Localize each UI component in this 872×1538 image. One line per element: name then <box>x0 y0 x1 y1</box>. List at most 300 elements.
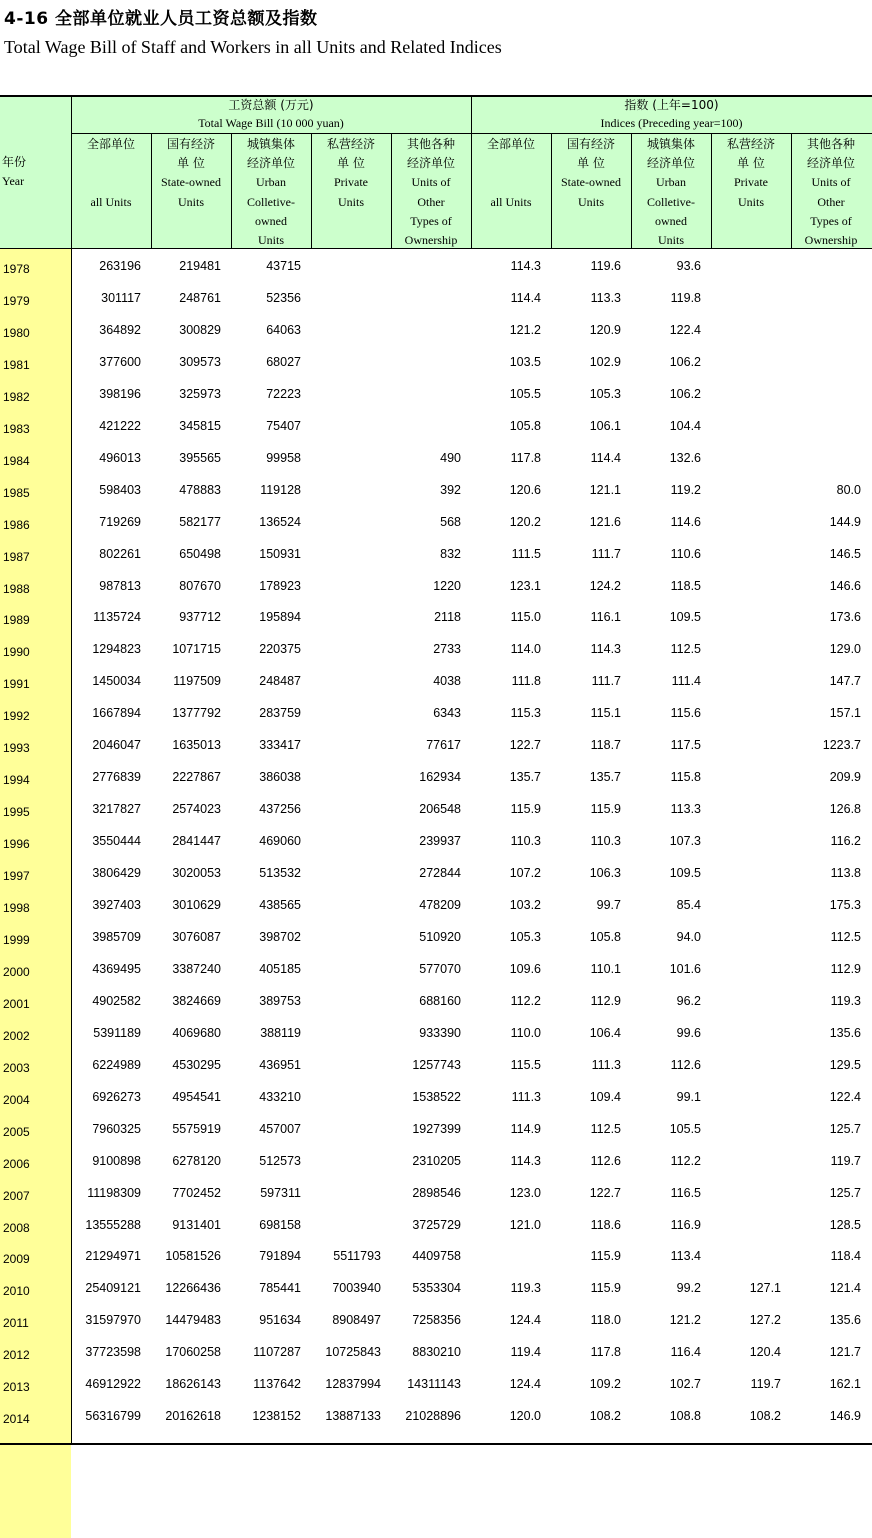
year-cell: 2000 <box>3 964 30 979</box>
value-cell: 937712 <box>179 610 221 625</box>
value-cell: 105.5 <box>669 1121 701 1136</box>
value-cell: 301117 <box>101 290 141 305</box>
year-cell: 2012 <box>3 1348 30 1363</box>
value-cell: 111.5 <box>511 546 541 561</box>
value-cell: 99.1 <box>676 1089 701 1104</box>
year-cell: 1999 <box>3 932 30 947</box>
column-header-line: Types of <box>410 213 452 228</box>
value-cell: 239937 <box>419 834 461 849</box>
value-cell: 248487 <box>259 674 301 689</box>
value-cell: 121.4 <box>829 1281 861 1296</box>
value-cell: 4902582 <box>92 993 141 1008</box>
value-cell: 93.6 <box>676 259 701 273</box>
value-cell: 20162618 <box>165 1409 221 1424</box>
value-cell: 117.5 <box>670 738 701 753</box>
value-cell: 105.8 <box>589 929 621 944</box>
value-cell: 2310205 <box>412 1153 461 1168</box>
value-cell: 1223.7 <box>822 738 861 753</box>
value-cell: 128.5 <box>829 1217 861 1232</box>
year-cell: 1995 <box>3 805 30 820</box>
value-cell: 598403 <box>99 482 141 497</box>
value-cell: 364892 <box>99 322 141 337</box>
column-header-line <box>471 154 551 173</box>
value-cell: 135.7 <box>589 770 621 785</box>
value-cell: 37723598 <box>85 1345 141 1360</box>
value-cell: 2898546 <box>412 1185 461 1200</box>
value-cell: 4369495 <box>92 961 141 976</box>
value-cell: 99.6 <box>676 1025 701 1040</box>
value-cell: 111.7 <box>591 674 621 689</box>
value-cell: 1137642 <box>253 1377 301 1392</box>
value-cell: 272844 <box>419 866 461 881</box>
value-cell: 951634 <box>259 1313 301 1328</box>
column-header-line: Units <box>257 232 284 247</box>
year-cell: 2008 <box>3 1220 30 1235</box>
value-cell: 105.5 <box>509 386 541 401</box>
column-header-line: 私营经济 <box>326 137 375 151</box>
value-cell: 127.2 <box>749 1313 781 1328</box>
value-cell: 114.0 <box>510 642 541 657</box>
table-title-cn: 4-16 全部单位就业人员工资总额及指数 <box>4 9 318 29</box>
value-cell: 105.3 <box>509 929 541 944</box>
column-header-line: Private <box>734 175 768 190</box>
value-cell: 64063 <box>266 322 301 337</box>
column-header-line: owned <box>255 213 287 228</box>
value-cell: 7003940 <box>332 1281 381 1296</box>
value-cell: 300829 <box>179 322 221 337</box>
value-cell: 5511793 <box>333 1249 381 1264</box>
column-header-line: Other <box>817 194 845 209</box>
year-cell: 1986 <box>3 517 30 532</box>
value-cell: 115.9 <box>590 1281 621 1296</box>
value-cell: 115.5 <box>510 1057 541 1072</box>
value-cell: 126.8 <box>829 802 861 817</box>
table-row <box>0 1020 872 1052</box>
value-cell: 4038 <box>433 674 461 689</box>
value-cell: 121.2 <box>509 322 541 337</box>
value-cell: 10581526 <box>165 1249 221 1264</box>
value-cell: 597311 <box>260 1185 301 1200</box>
value-cell: 56316799 <box>85 1409 141 1424</box>
value-cell: 109.5 <box>669 610 701 625</box>
value-cell: 3725729 <box>412 1217 461 1232</box>
value-cell: 2776839 <box>92 770 141 785</box>
value-cell: 121.0 <box>509 1217 541 1232</box>
year-cell: 2013 <box>3 1380 30 1395</box>
year-cell: 1987 <box>3 549 30 564</box>
value-cell: 129.5 <box>829 1057 861 1072</box>
value-cell: 113.8 <box>830 866 861 881</box>
column-header-line: 其他各种 <box>406 137 455 151</box>
value-cell: 107.2 <box>509 866 541 881</box>
value-cell: 13555288 <box>85 1217 141 1232</box>
table-row <box>0 445 872 477</box>
value-cell: 118.7 <box>590 738 621 753</box>
value-cell: 116.9 <box>670 1217 701 1232</box>
year-cell: 1981 <box>3 357 30 372</box>
value-cell: 933390 <box>419 1025 461 1040</box>
column-header-line: 经济单位 <box>646 156 695 171</box>
value-cell: 4954541 <box>172 1089 221 1104</box>
value-cell: 719269 <box>99 514 141 529</box>
value-cell: 1635013 <box>172 738 221 753</box>
bottom-rule <box>0 1443 872 1445</box>
table-row <box>0 668 872 700</box>
value-cell: 127.1 <box>749 1281 781 1296</box>
value-cell: 122.7 <box>589 1185 621 1200</box>
value-cell: 99.2 <box>676 1281 701 1296</box>
value-cell: 3076087 <box>172 929 221 944</box>
value-cell: 122.4 <box>829 1089 861 1104</box>
table-row <box>0 1243 872 1275</box>
value-cell: 568 <box>440 514 461 529</box>
column-header-line: Units <box>577 194 604 209</box>
table-row <box>0 381 872 413</box>
value-cell: 1107287 <box>253 1345 301 1360</box>
table-row <box>0 1116 872 1148</box>
value-cell: 395565 <box>179 450 221 465</box>
value-cell: 103.2 <box>509 898 541 912</box>
value-cell: 120.6 <box>509 482 541 497</box>
value-cell: 121.7 <box>829 1345 861 1360</box>
table-row <box>0 1180 872 1212</box>
value-cell: 791894 <box>259 1249 301 1264</box>
value-cell: 31597970 <box>85 1313 141 1328</box>
column-header-line: 城镇集体 <box>246 137 295 151</box>
value-cell: 119.8 <box>670 290 701 305</box>
year-cell: 1989 <box>3 613 30 628</box>
column-header-line: Units of <box>811 175 851 190</box>
column-header <box>791 135 871 250</box>
value-cell: 469060 <box>259 834 301 849</box>
year-cell: 1978 <box>3 262 30 276</box>
table-row <box>0 764 872 796</box>
table-row <box>0 285 872 317</box>
column-header-line: 私营经济 <box>726 137 775 151</box>
value-cell: 1927399 <box>412 1121 461 1136</box>
value-cell: 106.4 <box>589 1025 621 1040</box>
year-cell: 2006 <box>3 1156 30 1171</box>
column-header-line <box>71 173 151 192</box>
value-cell: 3387240 <box>172 961 221 976</box>
column-header-line: 全部单位 <box>486 137 535 151</box>
value-cell: 115.1 <box>590 706 621 721</box>
value-cell: 9131401 <box>172 1217 221 1232</box>
value-cell: 1377792 <box>172 706 221 721</box>
index-group-header-en: Indices (Preceding year=100) <box>600 116 743 130</box>
value-cell: 112.9 <box>830 961 861 976</box>
year-cell: 2005 <box>3 1124 30 1139</box>
column-header-line: 单 位 <box>177 156 205 171</box>
value-cell: 802261 <box>99 546 141 561</box>
wage-group-header-en: Total Wage Bill (10 000 yuan) <box>198 116 344 130</box>
value-cell: 3550444 <box>92 834 141 849</box>
table-row <box>0 924 872 956</box>
year-cell: 1982 <box>3 389 30 404</box>
value-cell: 178923 <box>259 578 301 593</box>
column-header-line: all Units <box>90 194 132 209</box>
value-cell: 421222 <box>99 418 141 433</box>
column-header-line: Units of <box>411 175 451 190</box>
value-cell: 6343 <box>433 706 461 721</box>
value-cell: 118.5 <box>670 578 701 593</box>
table-row <box>0 892 872 924</box>
value-cell: 6224989 <box>92 1057 141 1072</box>
year-cell: 2011 <box>3 1316 29 1331</box>
value-cell: 4069680 <box>172 1025 221 1040</box>
year-cell: 1998 <box>3 901 30 915</box>
value-cell: 135.6 <box>829 1025 861 1040</box>
value-cell: 10725843 <box>325 1345 381 1360</box>
table-row <box>0 1339 872 1371</box>
value-cell: 80.0 <box>836 482 861 497</box>
value-cell: 146.6 <box>829 578 861 593</box>
value-cell: 124.4 <box>509 1377 541 1392</box>
table-row <box>0 1084 872 1116</box>
value-cell: 8908497 <box>332 1313 381 1328</box>
value-cell: 105.3 <box>589 386 621 401</box>
value-cell: 106.2 <box>669 354 701 369</box>
year-cell: 2001 <box>3 996 30 1011</box>
index-group-header-cn: 指数 (上年=100) <box>624 98 719 112</box>
column-header-line: Colletive- <box>247 194 295 209</box>
value-cell: 1220 <box>433 578 461 593</box>
value-cell: 345815 <box>179 418 221 433</box>
table-row <box>0 509 872 541</box>
value-cell: 438565 <box>259 898 301 912</box>
year-header-en: Year <box>2 174 25 188</box>
column-header-line: Units <box>737 194 764 209</box>
value-cell: 102.9 <box>589 354 621 369</box>
value-cell: 3010629 <box>172 898 221 912</box>
value-cell: 106.3 <box>589 866 621 881</box>
value-cell: 309573 <box>179 354 221 369</box>
value-cell: 6278120 <box>172 1153 221 1168</box>
value-cell: 111.7 <box>591 546 621 561</box>
value-cell: 110.3 <box>510 834 541 849</box>
column-header-line: owned <box>655 213 687 228</box>
table-row <box>0 413 872 445</box>
year-cell: 1983 <box>3 421 30 436</box>
column-header-line: 其他各种 <box>806 137 855 151</box>
column-header <box>391 135 471 250</box>
value-cell: 510920 <box>419 929 461 944</box>
value-cell: 119.3 <box>830 993 861 1008</box>
value-cell: 2046047 <box>92 738 141 753</box>
value-cell: 111.8 <box>511 674 541 689</box>
value-cell: 108.2 <box>749 1409 781 1424</box>
column-header-line: 经济单位 <box>246 156 295 171</box>
value-cell: 109.5 <box>669 866 701 881</box>
value-cell: 117.8 <box>590 1345 621 1360</box>
column-header-line: State-owned <box>161 175 221 190</box>
wage-table <box>0 95 872 1445</box>
column-header <box>711 135 791 212</box>
value-cell: 122.4 <box>669 322 701 337</box>
column-header-line: Units <box>337 194 364 209</box>
wage-group-header-cn: 工资总额 (万元) <box>228 98 314 112</box>
value-cell: 121.1 <box>589 482 621 497</box>
value-cell: 325973 <box>179 386 221 401</box>
value-cell: 116.4 <box>670 1345 701 1360</box>
table-row <box>0 1371 872 1403</box>
value-cell: 118.4 <box>830 1249 861 1264</box>
value-cell: 106.2 <box>669 386 701 401</box>
table-row <box>0 1052 872 1084</box>
year-cell: 2002 <box>3 1028 30 1043</box>
table-row <box>0 253 872 285</box>
column-header <box>631 135 711 250</box>
year-cell: 1991 <box>3 677 30 692</box>
year-cell: 1996 <box>3 837 30 852</box>
value-cell: 3806429 <box>92 866 141 881</box>
value-cell: 490 <box>440 450 461 465</box>
value-cell: 116.2 <box>830 834 861 849</box>
value-cell: 220375 <box>259 642 301 657</box>
column-header-line: State-owned <box>561 175 621 190</box>
value-cell: 124.4 <box>509 1313 541 1328</box>
value-cell: 102.7 <box>669 1377 701 1392</box>
value-cell: 115.0 <box>510 610 541 625</box>
value-cell: 111.4 <box>671 674 701 689</box>
table-row <box>0 604 872 636</box>
column-header-line: Urban <box>656 175 686 190</box>
value-cell: 688160 <box>419 993 461 1008</box>
value-cell: 104.4 <box>669 418 701 433</box>
value-cell: 398702 <box>259 929 301 944</box>
column-header-line: 经济单位 <box>406 156 455 171</box>
table-row <box>0 317 872 349</box>
value-cell: 120.0 <box>509 1409 541 1424</box>
value-cell: 3985709 <box>92 929 141 944</box>
value-cell: 122.7 <box>509 738 541 753</box>
value-cell: 115.9 <box>590 802 621 817</box>
table-row <box>0 1212 872 1244</box>
year-cell: 1992 <box>3 709 30 724</box>
year-cell: 1993 <box>3 741 30 756</box>
value-cell: 377600 <box>99 354 141 369</box>
value-cell: 1450034 <box>92 674 141 689</box>
table-row <box>0 636 872 668</box>
value-cell: 5391189 <box>93 1025 141 1040</box>
value-cell: 110.0 <box>510 1025 541 1040</box>
column-header-line: Ownership <box>804 232 858 247</box>
value-cell: 512573 <box>259 1153 301 1168</box>
value-cell: 119.4 <box>510 1345 541 1360</box>
year-cell: 1980 <box>3 325 30 340</box>
value-cell: 1197509 <box>173 674 221 689</box>
value-cell: 147.7 <box>829 674 861 689</box>
value-cell: 119.7 <box>830 1153 861 1168</box>
column-header <box>551 135 631 212</box>
value-cell: 785441 <box>259 1281 301 1296</box>
value-cell: 12266436 <box>165 1281 221 1296</box>
value-cell: 698158 <box>259 1217 301 1232</box>
value-cell: 111.3 <box>591 1057 621 1072</box>
value-cell: 6926273 <box>92 1089 141 1104</box>
value-cell: 582177 <box>179 514 221 529</box>
value-cell: 115.9 <box>510 802 541 817</box>
value-cell: 109.4 <box>589 1089 621 1104</box>
value-cell: 110.6 <box>670 546 701 561</box>
column-header <box>151 135 231 212</box>
value-cell: 112.6 <box>590 1153 621 1168</box>
value-cell: 437256 <box>259 802 301 817</box>
value-cell: 162.1 <box>829 1377 861 1392</box>
value-cell: 433210 <box>259 1089 301 1104</box>
value-cell: 388119 <box>260 1025 301 1040</box>
value-cell: 119.2 <box>670 482 701 497</box>
value-cell: 105.8 <box>509 418 541 433</box>
value-cell: 96.2 <box>676 993 701 1008</box>
value-cell: 209.9 <box>829 770 861 785</box>
table-row <box>0 700 872 732</box>
table-row <box>0 349 872 381</box>
value-cell: 135.7 <box>509 770 541 785</box>
table-row <box>0 796 872 828</box>
value-cell: 114.4 <box>510 290 541 305</box>
value-cell: 107.3 <box>669 834 701 849</box>
value-cell: 136524 <box>259 514 301 529</box>
value-cell: 85.4 <box>676 898 701 912</box>
value-cell: 123.1 <box>509 578 541 593</box>
value-cell: 2841447 <box>172 834 221 849</box>
table-row <box>0 732 872 764</box>
value-cell: 114.3 <box>510 259 541 273</box>
value-cell: 11198309 <box>87 1185 141 1200</box>
value-cell: 121.2 <box>669 1313 701 1328</box>
value-cell: 496013 <box>99 450 141 465</box>
value-cell: 75407 <box>266 418 301 433</box>
value-cell: 7258356 <box>412 1313 461 1328</box>
value-cell: 333417 <box>259 738 301 753</box>
year-header-cn: 年份 <box>2 155 27 169</box>
value-cell: 832 <box>440 546 461 561</box>
value-cell: 14311143 <box>407 1377 461 1392</box>
year-cell: 1990 <box>3 645 30 660</box>
value-cell: 478883 <box>179 482 221 497</box>
value-cell: 283759 <box>259 706 301 721</box>
year-cell: 1985 <box>3 485 30 500</box>
value-cell: 1071715 <box>172 642 221 657</box>
value-cell: 114.9 <box>510 1121 541 1136</box>
column-header-line: 国有经济 <box>566 137 615 151</box>
value-cell: 99.7 <box>596 898 621 912</box>
value-cell: 13887133 <box>325 1409 381 1424</box>
year-cell: 2010 <box>3 1284 30 1299</box>
value-cell: 398196 <box>99 386 141 401</box>
value-cell: 114.4 <box>590 450 621 465</box>
value-cell: 117.8 <box>510 450 541 465</box>
value-cell: 43715 <box>266 259 301 273</box>
value-cell: 111.3 <box>511 1089 541 1104</box>
value-cell: 206548 <box>419 802 461 817</box>
value-cell: 110.1 <box>590 961 621 976</box>
value-cell: 14479483 <box>165 1313 221 1328</box>
column-header <box>71 135 151 212</box>
column-header <box>311 135 391 212</box>
value-cell: 4530295 <box>172 1057 221 1072</box>
value-cell: 52356 <box>266 290 301 305</box>
column-header-line: 城镇集体 <box>646 137 695 151</box>
value-cell: 2574023 <box>172 802 221 817</box>
year-cell: 2004 <box>3 1092 30 1107</box>
value-cell: 113.3 <box>670 802 701 817</box>
value-cell: 248761 <box>179 290 221 305</box>
value-cell: 807670 <box>179 578 221 593</box>
value-cell: 5353304 <box>412 1281 461 1296</box>
value-cell: 114.6 <box>670 514 701 529</box>
